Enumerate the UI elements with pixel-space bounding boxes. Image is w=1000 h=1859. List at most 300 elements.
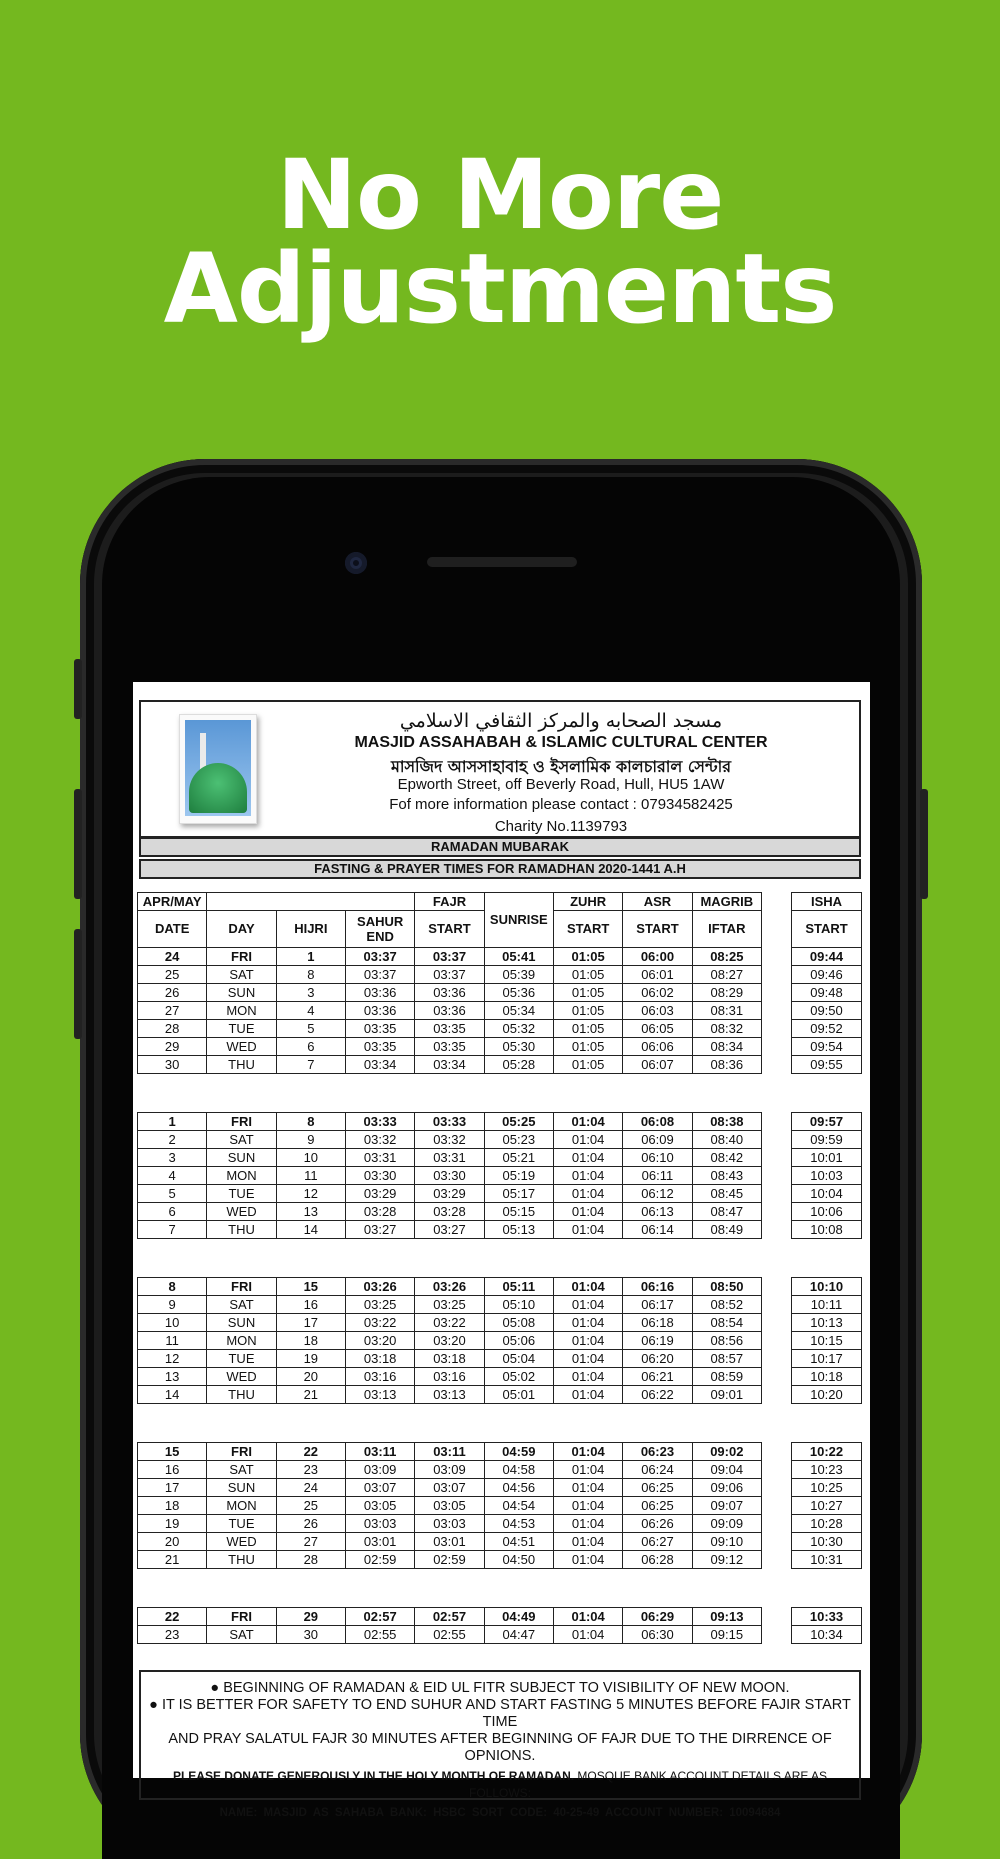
table-row bbox=[138, 1479, 762, 1497]
table-cell: 08:56 bbox=[692, 1332, 761, 1350]
isha-cell: 10:27 bbox=[792, 1497, 862, 1515]
table-row bbox=[792, 1515, 862, 1533]
table-cell: SUN bbox=[207, 1314, 276, 1332]
table-cell: 06:10 bbox=[623, 1149, 692, 1167]
table-cell: 03:28 bbox=[345, 1203, 414, 1221]
header-cell: HIJRI bbox=[276, 911, 345, 948]
table-cell: 03:25 bbox=[415, 1296, 484, 1314]
table-cell: 03:13 bbox=[345, 1386, 414, 1404]
table-cell: 03:01 bbox=[345, 1533, 414, 1551]
table-cell: 05:28 bbox=[484, 1056, 553, 1074]
table-cell: 01:04 bbox=[553, 1149, 622, 1167]
header-cell: START bbox=[553, 911, 622, 948]
isha-cell: 10:23 bbox=[792, 1461, 862, 1479]
table-cell: 08:49 bbox=[692, 1221, 761, 1239]
table-cell: 06:24 bbox=[623, 1461, 692, 1479]
table-cell: 01:05 bbox=[553, 1056, 622, 1074]
table-cell: 01:04 bbox=[553, 1131, 622, 1149]
table-cell: FRI bbox=[207, 1443, 276, 1461]
table-cell: 06:05 bbox=[623, 1020, 692, 1038]
isha-cell: 09:46 bbox=[792, 966, 862, 984]
table-cell: 01:04 bbox=[553, 1479, 622, 1497]
table-cell: 03:35 bbox=[345, 1038, 414, 1056]
volume-down-button bbox=[74, 929, 82, 1039]
table-cell: TUE bbox=[207, 1185, 276, 1203]
table-cell: 03:36 bbox=[415, 984, 484, 1002]
table-row bbox=[138, 1296, 762, 1314]
isha-cell: 10:17 bbox=[792, 1350, 862, 1368]
table-cell: WED bbox=[207, 1203, 276, 1221]
table-cell: 01:05 bbox=[553, 984, 622, 1002]
table-cell: MON bbox=[207, 1002, 276, 1020]
table-cell: 01:05 bbox=[553, 948, 622, 966]
table-row bbox=[792, 1278, 862, 1296]
isha-cell: 10:04 bbox=[792, 1185, 862, 1203]
table-cell: 30 bbox=[276, 1626, 345, 1644]
table-cell: 21 bbox=[276, 1386, 345, 1404]
table-row bbox=[138, 1350, 762, 1368]
timetable-document[interactable] bbox=[133, 682, 870, 1819]
header-cell: DAY bbox=[207, 911, 276, 948]
table-cell: 03:11 bbox=[345, 1443, 414, 1461]
timetable-notes bbox=[139, 1670, 861, 1819]
table-cell: 05:17 bbox=[484, 1185, 553, 1203]
table-cell: 05:39 bbox=[484, 966, 553, 984]
header-cell: ZUHR bbox=[553, 893, 622, 911]
table-row bbox=[792, 1185, 862, 1203]
table-cell: 8 bbox=[276, 1113, 345, 1131]
volume-up-button bbox=[74, 789, 82, 899]
table-cell: 09:13 bbox=[692, 1608, 761, 1626]
table-row bbox=[138, 1314, 762, 1332]
table-cell: SAT bbox=[207, 1131, 276, 1149]
table-cell: 18 bbox=[276, 1332, 345, 1350]
table-cell: 03:30 bbox=[345, 1167, 414, 1185]
week-table bbox=[137, 947, 762, 1074]
table-row bbox=[792, 948, 862, 966]
table-cell: 03:37 bbox=[345, 966, 414, 984]
mosque-contact: Fof more information please contact : 07934582425 bbox=[389, 796, 733, 813]
isha-cell: 10:01 bbox=[792, 1149, 862, 1167]
table-cell: 06:22 bbox=[623, 1386, 692, 1404]
table-row bbox=[792, 1056, 862, 1074]
table-cell: 06:07 bbox=[623, 1056, 692, 1074]
table-cell: 05:23 bbox=[484, 1131, 553, 1149]
isha-cell: 10:15 bbox=[792, 1332, 862, 1350]
table-cell: 03:29 bbox=[345, 1185, 414, 1203]
table-cell: 26 bbox=[138, 984, 207, 1002]
table-row bbox=[792, 1167, 862, 1185]
front-camera-icon bbox=[345, 552, 367, 574]
table-cell: 06:01 bbox=[623, 966, 692, 984]
table-row bbox=[138, 1113, 762, 1131]
table-cell: 06:17 bbox=[623, 1296, 692, 1314]
isha-cell: 10:10 bbox=[792, 1278, 862, 1296]
table-cell: 08:25 bbox=[692, 948, 761, 966]
table-row bbox=[792, 1020, 862, 1038]
isha-week-table bbox=[791, 1442, 862, 1569]
isha-cell: 09:50 bbox=[792, 1002, 862, 1020]
table-cell: THU bbox=[207, 1551, 276, 1569]
table-cell: 03:31 bbox=[415, 1149, 484, 1167]
table-row bbox=[792, 966, 862, 984]
note-suhur-safety: ● IT IS BETTER FOR SAFETY TO END SUHUR AND START FASTING 5 MINUTES BEFORE FAJIR START TIME bbox=[149, 1697, 851, 1730]
table-cell: 09:01 bbox=[692, 1386, 761, 1404]
table-cell: 06:02 bbox=[623, 984, 692, 1002]
table-cell: 06:30 bbox=[623, 1626, 692, 1644]
table-cell: 02:57 bbox=[345, 1608, 414, 1626]
header-cell: DATE bbox=[138, 911, 207, 948]
table-row bbox=[792, 1461, 862, 1479]
isha-cell: 10:34 bbox=[792, 1626, 862, 1644]
table-cell: 05:06 bbox=[484, 1332, 553, 1350]
table-cell: 11 bbox=[138, 1332, 207, 1350]
table-row bbox=[792, 1497, 862, 1515]
table-cell: 05:04 bbox=[484, 1350, 553, 1368]
bank-details: NAME: MASJID AS SAHABA BANK: HSBC SORT CODE: 40-25-49 ACCOUNT NUMBER: 10094684 bbox=[219, 1807, 781, 1819]
table-row bbox=[138, 1056, 762, 1074]
table-cell: 09:09 bbox=[692, 1515, 761, 1533]
table-cell: 03:09 bbox=[345, 1461, 414, 1479]
table-cell: 03:09 bbox=[415, 1461, 484, 1479]
timetable-title-banner: FASTING & PRAYER TIMES FOR RAMADHAN 2020-1441 A.H bbox=[139, 859, 861, 879]
header-cell: START bbox=[415, 911, 484, 948]
table-cell: 05:02 bbox=[484, 1368, 553, 1386]
table-cell: SUN bbox=[207, 1149, 276, 1167]
table-cell: 03:27 bbox=[345, 1221, 414, 1239]
table-row bbox=[138, 1461, 762, 1479]
table-cell: 17 bbox=[276, 1314, 345, 1332]
table-cell: 17 bbox=[138, 1479, 207, 1497]
table-cell: 05:19 bbox=[484, 1167, 553, 1185]
table-cell: 03:03 bbox=[415, 1515, 484, 1533]
table-cell: 08:31 bbox=[692, 1002, 761, 1020]
table-cell: 03:01 bbox=[415, 1533, 484, 1551]
table-cell: 03:22 bbox=[345, 1314, 414, 1332]
table-cell: 09:10 bbox=[692, 1533, 761, 1551]
isha-cell: 10:11 bbox=[792, 1296, 862, 1314]
table-cell: 01:05 bbox=[553, 966, 622, 984]
mosque-logo bbox=[179, 714, 257, 824]
table-cell: 08:54 bbox=[692, 1314, 761, 1332]
table-cell: 19 bbox=[138, 1515, 207, 1533]
table-cell: 08:27 bbox=[692, 966, 761, 984]
table-cell: 04:51 bbox=[484, 1533, 553, 1551]
table-row bbox=[138, 1038, 762, 1056]
table-cell: 02:55 bbox=[415, 1626, 484, 1644]
table-row bbox=[138, 1278, 762, 1296]
table-cell: 3 bbox=[138, 1149, 207, 1167]
table-row bbox=[138, 1626, 762, 1644]
table-row bbox=[138, 1608, 762, 1626]
table-cell: 13 bbox=[276, 1203, 345, 1221]
table-cell: 05:11 bbox=[484, 1278, 553, 1296]
table-cell: 01:04 bbox=[553, 1203, 622, 1221]
table-cell: 03:36 bbox=[415, 1002, 484, 1020]
table-cell: SAT bbox=[207, 1296, 276, 1314]
table-cell: 05:34 bbox=[484, 1002, 553, 1020]
table-cell: 06:29 bbox=[623, 1608, 692, 1626]
table-cell: 03:37 bbox=[415, 966, 484, 984]
table-cell: 01:04 bbox=[553, 1533, 622, 1551]
table-cell: 08:47 bbox=[692, 1203, 761, 1221]
table-cell: 03:31 bbox=[345, 1149, 414, 1167]
header-cell: FAJR bbox=[415, 893, 484, 911]
headline-line-1: No More bbox=[276, 139, 724, 251]
isha-cell: 09:54 bbox=[792, 1038, 862, 1056]
table-cell: 23 bbox=[276, 1461, 345, 1479]
note-moon-sighting: ● BEGINNING OF RAMADAN & EID UL FITR SUBJECT TO VISIBILITY OF NEW MOON. bbox=[210, 1680, 790, 1696]
table-cell: SUN bbox=[207, 1479, 276, 1497]
table-cell: THU bbox=[207, 1221, 276, 1239]
table-cell: 04:49 bbox=[484, 1608, 553, 1626]
table-cell: 06:00 bbox=[623, 948, 692, 966]
table-cell: 15 bbox=[138, 1443, 207, 1461]
table-cell: 28 bbox=[138, 1020, 207, 1038]
table-cell: THU bbox=[207, 1056, 276, 1074]
table-row bbox=[138, 1167, 762, 1185]
table-cell: MON bbox=[207, 1332, 276, 1350]
table-cell: 06:06 bbox=[623, 1038, 692, 1056]
header-cell: START bbox=[623, 911, 692, 948]
table-cell: 23 bbox=[138, 1626, 207, 1644]
table-cell: 03:37 bbox=[415, 948, 484, 966]
table-row bbox=[138, 1221, 762, 1239]
isha-cell: 10:06 bbox=[792, 1203, 862, 1221]
table-cell: SUN bbox=[207, 984, 276, 1002]
table-cell: 05:36 bbox=[484, 984, 553, 1002]
week-table bbox=[137, 1442, 762, 1569]
isha-week-table bbox=[791, 1112, 862, 1239]
table-cell: 08:43 bbox=[692, 1167, 761, 1185]
table-cell: 06:03 bbox=[623, 1002, 692, 1020]
table-cell: 05:08 bbox=[484, 1314, 553, 1332]
table-row bbox=[138, 1332, 762, 1350]
header-cell: ASR bbox=[623, 893, 692, 911]
table-cell: 03:35 bbox=[415, 1038, 484, 1056]
table-cell: 08:50 bbox=[692, 1278, 761, 1296]
table-cell: 18 bbox=[138, 1497, 207, 1515]
table-cell: 28 bbox=[276, 1551, 345, 1569]
table-cell: 01:04 bbox=[553, 1221, 622, 1239]
table-cell: 03:13 bbox=[415, 1386, 484, 1404]
isha-cell: 09:55 bbox=[792, 1056, 862, 1074]
table-cell: 06:19 bbox=[623, 1332, 692, 1350]
table-cell: 06:28 bbox=[623, 1551, 692, 1569]
table-cell: 01:04 bbox=[553, 1350, 622, 1368]
table-cell: 02:59 bbox=[345, 1551, 414, 1569]
donate-rest: MOSQUE BANK ACCOUNT DETAILS ARE AS FOLLOWS: bbox=[468, 1769, 828, 1800]
table-cell: 26 bbox=[276, 1515, 345, 1533]
table-cell: FRI bbox=[207, 1278, 276, 1296]
table-cell: 9 bbox=[276, 1131, 345, 1149]
table-cell: 14 bbox=[138, 1386, 207, 1404]
isha-cell: 10:20 bbox=[792, 1386, 862, 1404]
table-cell: 06:16 bbox=[623, 1278, 692, 1296]
table-row bbox=[138, 1443, 762, 1461]
table-cell: WED bbox=[207, 1038, 276, 1056]
table-row bbox=[792, 1626, 862, 1644]
table-cell: 27 bbox=[276, 1533, 345, 1551]
table-cell: 1 bbox=[276, 948, 345, 966]
header-cell: MAGRIB bbox=[692, 893, 761, 911]
table-cell: 09:07 bbox=[692, 1497, 761, 1515]
table-cell: MON bbox=[207, 1167, 276, 1185]
table-cell: 04:47 bbox=[484, 1626, 553, 1644]
isha-cell: 10:08 bbox=[792, 1221, 862, 1239]
table-cell: 04:54 bbox=[484, 1497, 553, 1515]
header-cell: SAHUR END bbox=[345, 911, 414, 948]
table-cell: 03:33 bbox=[415, 1113, 484, 1131]
isha-cell: 10:25 bbox=[792, 1479, 862, 1497]
table-cell: 08:42 bbox=[692, 1149, 761, 1167]
week-table bbox=[137, 1277, 762, 1404]
week-table bbox=[137, 1112, 762, 1239]
table-cell: 01:05 bbox=[553, 1002, 622, 1020]
table-cell: WED bbox=[207, 1533, 276, 1551]
header-cell: IFTAR bbox=[692, 911, 761, 948]
table-cell: 5 bbox=[138, 1185, 207, 1203]
isha-cell: 09:57 bbox=[792, 1113, 862, 1131]
table-cell: 01:04 bbox=[553, 1551, 622, 1569]
table-cell: 05:01 bbox=[484, 1386, 553, 1404]
table-row bbox=[792, 1368, 862, 1386]
table-cell: 04:50 bbox=[484, 1551, 553, 1569]
table-row bbox=[792, 1608, 862, 1626]
table-cell: 03:26 bbox=[415, 1278, 484, 1296]
isha-week-table bbox=[791, 1607, 862, 1644]
table-cell: 13 bbox=[138, 1368, 207, 1386]
table-cell: 05:32 bbox=[484, 1020, 553, 1038]
table-cell: 02:57 bbox=[415, 1608, 484, 1626]
table-row bbox=[138, 1020, 762, 1038]
table-cell: 03:32 bbox=[415, 1131, 484, 1149]
table-cell: 30 bbox=[138, 1056, 207, 1074]
table-cell: 20 bbox=[276, 1368, 345, 1386]
table-cell: 08:40 bbox=[692, 1131, 761, 1149]
table-row bbox=[792, 1479, 862, 1497]
isha-cell: 10:03 bbox=[792, 1167, 862, 1185]
table-cell: 29 bbox=[276, 1608, 345, 1626]
table-cell: 01:04 bbox=[553, 1278, 622, 1296]
table-cell: 01:04 bbox=[553, 1185, 622, 1203]
table-cell: MON bbox=[207, 1497, 276, 1515]
table-cell: 03:35 bbox=[415, 1020, 484, 1038]
table-cell: 08:36 bbox=[692, 1056, 761, 1074]
table-cell: 03:33 bbox=[345, 1113, 414, 1131]
table-row bbox=[792, 1203, 862, 1221]
table-cell: 16 bbox=[276, 1296, 345, 1314]
table-row bbox=[792, 1149, 862, 1167]
table-row bbox=[138, 1515, 762, 1533]
table-cell: 03:34 bbox=[345, 1056, 414, 1074]
table-cell: 8 bbox=[276, 966, 345, 984]
table-cell: 01:04 bbox=[553, 1368, 622, 1386]
table-cell: 01:04 bbox=[553, 1626, 622, 1644]
table-cell: 25 bbox=[138, 966, 207, 984]
table-cell: 03:35 bbox=[345, 1020, 414, 1038]
table-cell: 12 bbox=[138, 1350, 207, 1368]
table-cell: 03:36 bbox=[345, 984, 414, 1002]
table-row bbox=[138, 1533, 762, 1551]
isha-header bbox=[791, 892, 862, 948]
table-cell: 27 bbox=[138, 1002, 207, 1020]
header-cell bbox=[207, 893, 415, 911]
table-cell: 03:03 bbox=[345, 1515, 414, 1533]
table-row bbox=[792, 1386, 862, 1404]
isha-cell: 09:44 bbox=[792, 948, 862, 966]
table-cell: 22 bbox=[276, 1443, 345, 1461]
table-cell: 03:29 bbox=[415, 1185, 484, 1203]
table-row bbox=[792, 1443, 862, 1461]
table-cell: 01:04 bbox=[553, 1443, 622, 1461]
table-cell: 04:53 bbox=[484, 1515, 553, 1533]
table-cell: 05:21 bbox=[484, 1149, 553, 1167]
table-cell: 06:09 bbox=[623, 1131, 692, 1149]
table-cell: 01:04 bbox=[553, 1515, 622, 1533]
table-cell: 03:20 bbox=[415, 1332, 484, 1350]
table-row bbox=[792, 1221, 862, 1239]
table-cell: 06:21 bbox=[623, 1368, 692, 1386]
table-cell: 01:04 bbox=[553, 1497, 622, 1515]
table-cell: 01:05 bbox=[553, 1020, 622, 1038]
table-cell: 06:26 bbox=[623, 1515, 692, 1533]
table-cell: 09:12 bbox=[692, 1551, 761, 1569]
mosque-name-bengali: মাসজিদ আসসাহাবাহ ও ইসলামিক কালচারাল সেন্টার bbox=[390, 757, 732, 776]
table-row bbox=[792, 1038, 862, 1056]
table-cell: 01:04 bbox=[553, 1113, 622, 1131]
table-row bbox=[792, 1533, 862, 1551]
table-row bbox=[138, 1002, 762, 1020]
table-row bbox=[792, 1002, 862, 1020]
isha-cell: 10:33 bbox=[792, 1608, 862, 1626]
table-cell: 03:07 bbox=[415, 1479, 484, 1497]
table-cell: 21 bbox=[138, 1551, 207, 1569]
table-cell: 12 bbox=[276, 1185, 345, 1203]
table-cell: TUE bbox=[207, 1020, 276, 1038]
table-cell: 06:27 bbox=[623, 1533, 692, 1551]
table-row bbox=[138, 1551, 762, 1569]
table-cell: 29 bbox=[138, 1038, 207, 1056]
headline bbox=[0, 139, 1000, 345]
table-cell: 03:25 bbox=[345, 1296, 414, 1314]
table-cell: 05:13 bbox=[484, 1221, 553, 1239]
table-cell: 03:27 bbox=[415, 1221, 484, 1239]
table-cell: 4 bbox=[276, 1002, 345, 1020]
table-cell: 08:32 bbox=[692, 1020, 761, 1038]
mosque-name-arabic: مسجد الصحابه والمركز الثقافي الاسلامي bbox=[399, 710, 723, 732]
table-cell: 01:04 bbox=[553, 1314, 622, 1332]
table-cell: 03:18 bbox=[345, 1350, 414, 1368]
table-cell: 08:29 bbox=[692, 984, 761, 1002]
table-cell: 22 bbox=[138, 1608, 207, 1626]
note-fajr-prayer: AND PRAY SALATUL FAJR 30 MINUTES AFTER BEGINNING OF FAJR DUE TO THE DIRRENCE OF OPNIONS. bbox=[168, 1731, 832, 1764]
power-button bbox=[920, 789, 928, 899]
table-cell: 10 bbox=[138, 1314, 207, 1332]
table-cell: 03:34 bbox=[415, 1056, 484, 1074]
table-cell: 24 bbox=[276, 1479, 345, 1497]
table-cell: 7 bbox=[276, 1056, 345, 1074]
donate-bold: PLEASE DONATE GENEROUSLY IN THE HOLY MONTH OF RAMADAN. bbox=[172, 1769, 575, 1783]
table-row bbox=[138, 1497, 762, 1515]
table-cell: 06:25 bbox=[623, 1497, 692, 1515]
table-cell: SAT bbox=[207, 966, 276, 984]
table-row bbox=[138, 1149, 762, 1167]
mosque-address: Epworth Street, off Beverly Road, Hull, HU5 1AW bbox=[397, 776, 725, 793]
table-cell: 08:52 bbox=[692, 1296, 761, 1314]
isha-cell: 10:28 bbox=[792, 1515, 862, 1533]
table-cell: 03:37 bbox=[345, 948, 414, 966]
